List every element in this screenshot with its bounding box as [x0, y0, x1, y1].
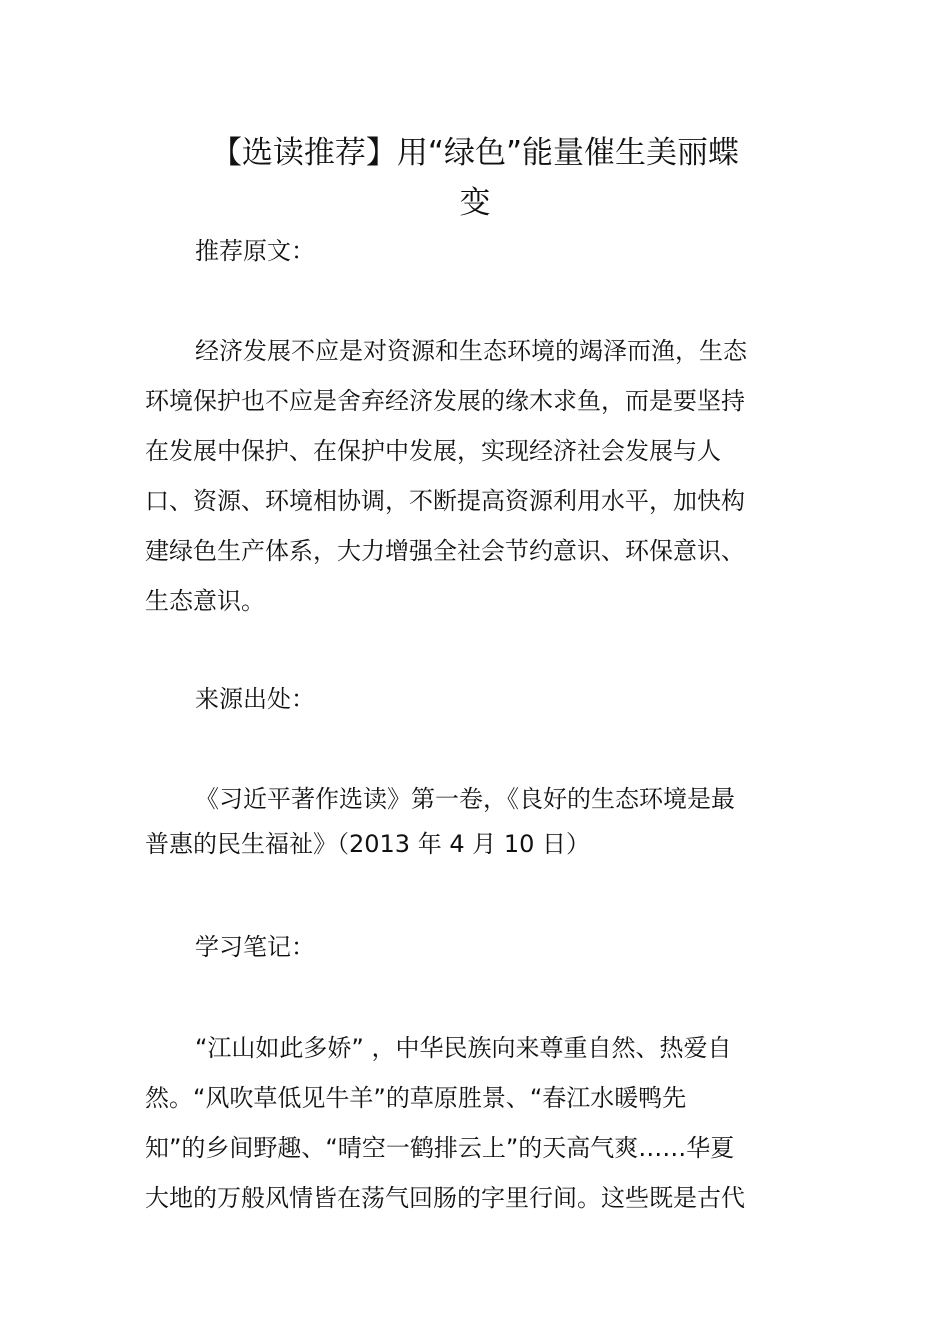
paragraph-line: 环境保护也不应是舍弃经济发展的缘木求鱼，而是要坚持	[145, 387, 745, 415]
paragraph-line: 大地的万般风情皆在荡气回肠的字里行间。这些既是古代	[145, 1184, 745, 1212]
paragraph-line: 建绿色生产体系，大力增强全社会节约意识、环保意识、	[145, 537, 745, 565]
notes-paragraph	[145, 1023, 810, 1223]
paragraph-line: 口、资源、环境相协调，不断提高资源利用水平，加快构	[145, 487, 745, 515]
title-line: 【选读推荐】用“绿色”能量催生美丽蝶	[210, 135, 740, 171]
source-paragraph	[145, 777, 810, 867]
paragraph-line: 《习近平著作选读》第一卷，《良好的生态环境是最	[195, 785, 735, 813]
title-line: 变	[459, 185, 491, 221]
recommended-paragraph	[145, 326, 810, 626]
paragraph-line: 然。“风吹草低见牛羊”的草原胜景、“春江水暖鸭先	[145, 1084, 687, 1112]
paragraph-line: 普惠的民生福祉》（2013 年 4 月 10 日）	[145, 830, 591, 858]
paragraph-line: 在发展中保护、在保护中发展，实现经济社会发展与人	[145, 437, 721, 465]
document-title	[145, 128, 805, 228]
paragraph-line: 经济发展不应是对资源和生态环境的竭泽而渔，生态	[195, 337, 747, 365]
paragraph-line: 知”的乡间野趣、“晴空一鹤排云上”的天高气爽……华夏	[145, 1134, 735, 1162]
paragraph-line: “江山如此多娇” ，中华民族向来尊重自然、热爱自	[195, 1034, 732, 1062]
notes-heading: 学习笔记：	[195, 933, 315, 961]
source-heading: 来源出处：	[195, 685, 315, 713]
paragraph-line: 生态意识。	[145, 587, 265, 615]
recommended-heading: 推荐原文：	[195, 237, 315, 265]
